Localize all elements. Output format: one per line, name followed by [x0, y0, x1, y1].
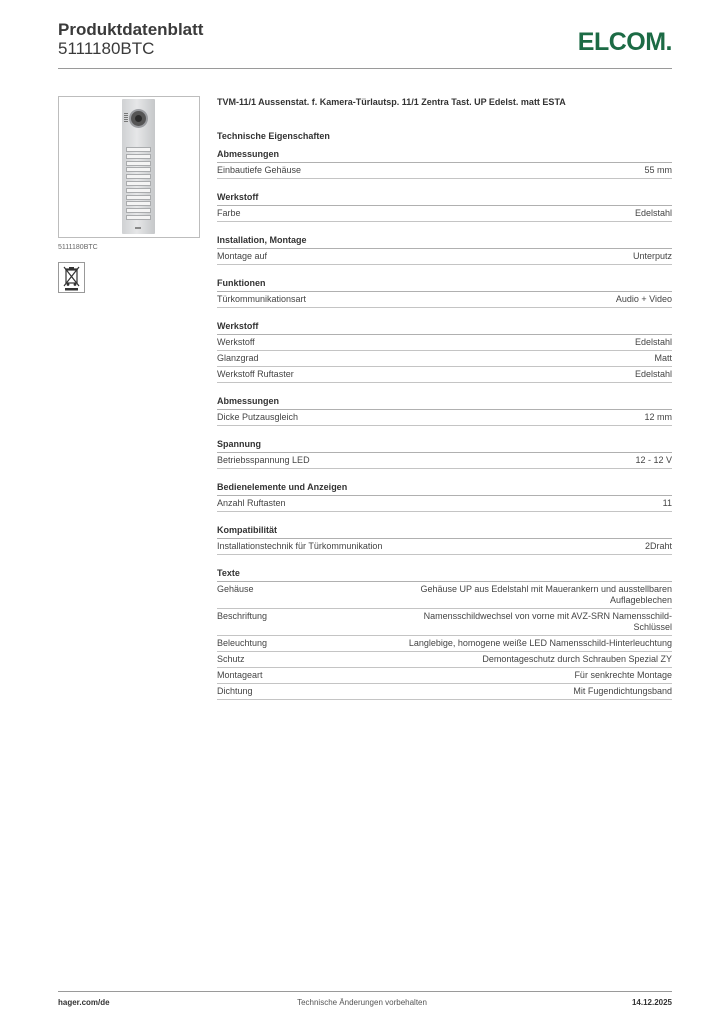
footer-date: 14.12.2025 [631, 998, 672, 1007]
spec-row [217, 163, 672, 179]
group-heading: Texte [217, 567, 672, 582]
group-heading: Installation, Montage [217, 234, 672, 249]
group-heading: Werkstoff [217, 191, 672, 206]
spec-row [217, 539, 672, 555]
speaker-grille [124, 112, 128, 122]
call-button [126, 174, 151, 179]
footer-divider [58, 991, 672, 992]
spec-row [217, 668, 672, 684]
spec-label: Farbe [217, 208, 241, 218]
spec-label: Anzahl Ruftasten [217, 498, 286, 508]
spec-label: Werkstoff [217, 337, 255, 347]
elcom-logo [578, 28, 672, 57]
spec-row [217, 582, 672, 609]
call-button [126, 208, 151, 213]
camera-lens-icon [131, 111, 146, 126]
spec-value: Matt [654, 353, 672, 363]
spec-label: Schutz [217, 654, 245, 664]
spec-row [217, 367, 672, 383]
led-indicator [135, 227, 141, 229]
spec-value: Demontageschutz durch Schrauben Spezial ZY [482, 654, 672, 664]
spec-label: Glanzgrad [217, 353, 259, 363]
spec-label: Werkstoff Ruftaster [217, 369, 294, 379]
header-divider [58, 68, 672, 69]
section-heading: Technische Eigenschaften [217, 131, 330, 141]
spec-value: Für senkrechte Montage [574, 670, 672, 680]
spec-row [217, 684, 672, 700]
spec-row [217, 335, 672, 351]
group-heading: Spannung [217, 438, 672, 453]
spec-label: Beleuchtung [217, 638, 268, 648]
call-button [126, 181, 151, 186]
spec-row [217, 249, 672, 265]
product-description: TVM-11/1 Aussenstat. f. Kamera-Türlautsp. 11/1 Zentra Tast. UP Edelst. matt ESTA [217, 97, 566, 107]
call-button [126, 147, 151, 152]
spec-value: Namensschildwechsel von vorne mit AVZ-SRN Namensschild-Schlüssel [423, 611, 672, 632]
spec-label: Dichtung [217, 686, 253, 696]
group-heading: Abmessungen [217, 148, 672, 163]
spec-label: Türkommunikationsart [217, 294, 307, 304]
spec-label: Beschriftung [217, 611, 268, 621]
spec-value: Edelstahl [634, 208, 672, 218]
spec-row [217, 351, 672, 367]
group-heading: Bedienelemente und Anzeigen [217, 481, 672, 496]
call-button [126, 201, 151, 206]
spec-row [217, 206, 672, 222]
spec-value: Audio + Video [615, 294, 672, 304]
spec-value: Edelstahl [634, 369, 672, 379]
spec-value: 55 mm [644, 165, 672, 175]
group-heading: Abmessungen [217, 395, 672, 410]
spec-label: Einbautiefe Gehäuse [217, 165, 302, 175]
call-button [126, 195, 151, 200]
spec-value: Unterputz [632, 251, 672, 261]
spec-value: 12 mm [644, 412, 672, 422]
crossed-out-wheelie-bin-icon [58, 262, 85, 293]
spec-row [217, 410, 672, 426]
footer-website: hager.com/de [58, 998, 110, 1007]
call-button [126, 188, 151, 193]
spec-groups [217, 148, 672, 700]
image-caption: 5111180BTC [58, 244, 98, 251]
spec-value: Langlebige, homogene weiße LED Namensschild-Hinterleuchtung [408, 638, 672, 648]
spec-row [217, 453, 672, 469]
footer-disclaimer: Technische Änderungen vorbehalten [297, 998, 427, 1007]
spec-label: Montageart [217, 670, 263, 680]
spec-value: Edelstahl [634, 337, 672, 347]
spec-value: 12 - 12 V [635, 455, 672, 465]
spec-row [217, 609, 672, 636]
spec-value: 2Draht [644, 541, 672, 551]
spec-row [217, 636, 672, 652]
spec-row [217, 652, 672, 668]
call-button [126, 161, 151, 166]
spec-label: Dicke Putzausgleich [217, 412, 299, 422]
call-button [126, 215, 151, 220]
call-button [126, 154, 151, 159]
brand-dot: . [665, 28, 672, 56]
spec-label: Gehäuse [217, 584, 254, 594]
spec-row [217, 292, 672, 308]
group-heading: Kompatibilität [217, 524, 672, 539]
brand-name: ELCOM [577, 28, 666, 56]
spec-value: Gehäuse UP aus Edelstahl mit Mauerankern und ausstellbaren Auflageblechen [420, 584, 672, 605]
page-title: Produktdatenblatt [58, 20, 204, 39]
spec-row [217, 496, 672, 512]
spec-value: Mit Fugendichtungsband [573, 686, 672, 696]
article-number: 5111180BTC [58, 39, 155, 58]
door-station-panel [122, 99, 155, 234]
spec-label: Montage auf [217, 251, 268, 261]
spec-value: 11 [662, 498, 672, 508]
group-heading: Werkstoff [217, 320, 672, 335]
group-heading: Funktionen [217, 277, 672, 292]
spec-label: Betriebsspannung LED [217, 455, 310, 465]
specifications-content [217, 94, 672, 700]
spec-label: Installationstechnik für Türkommunikation [217, 541, 383, 551]
call-button [126, 167, 151, 172]
product-image [58, 96, 200, 238]
